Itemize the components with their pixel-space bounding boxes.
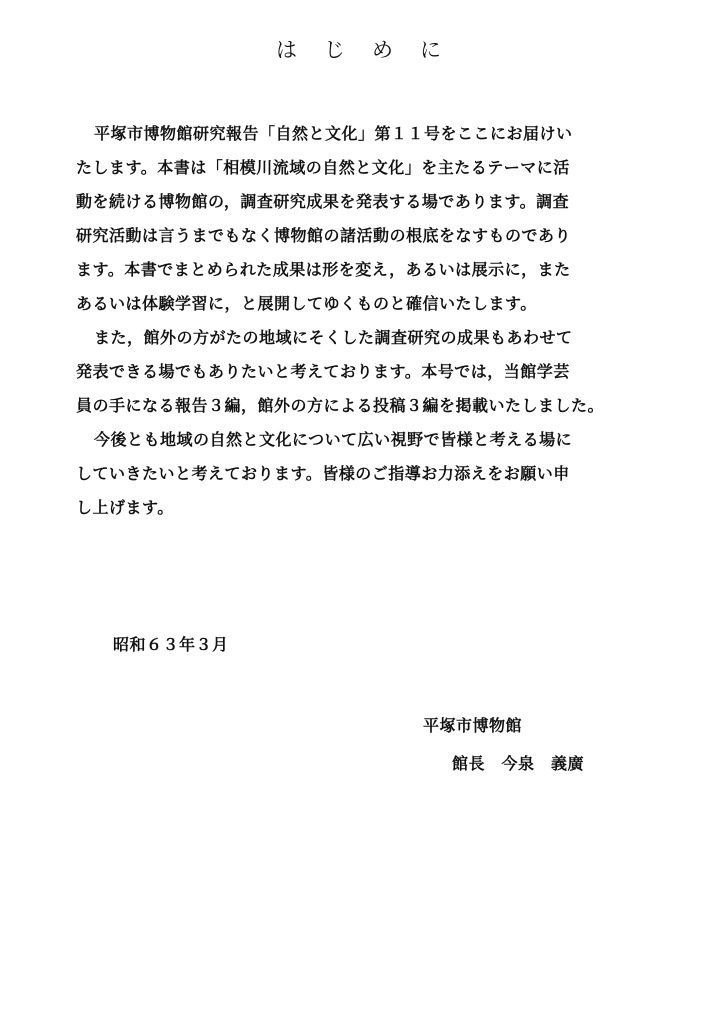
paragraph-2-line-3: 員の手になる報告３編，館外の方による投稿３編を掲載いたしました。 (76, 396, 605, 415)
paragraph-1-line-1: 平塚市博物館研究報告「自然と文化」第１１号をここにお届けい (94, 124, 573, 143)
page-title: は じ め に (276, 38, 444, 62)
signature-organization: 平塚市博物館 (423, 716, 523, 735)
paragraph-2-line-2: 発表できる場でもありたいと考えております。本号では，当館学芸 (76, 362, 570, 381)
paragraph-1-line-2: たします。本書は「相模川流域の自然と文化」を主たるテーマに活 (76, 158, 570, 177)
paragraph-1-line-6: あるいは体験学習に，と展開してゆくものと確信いたします。 (76, 294, 537, 313)
paragraph-1-line-3: 動を続ける博物館の，調査研究成果を発表する場であります。調査 (76, 192, 570, 211)
date-line: 昭和６３年３月 (113, 635, 229, 654)
body-text (76, 117, 676, 525)
signature-director: 館長 今泉 義廣 (452, 754, 585, 773)
paragraph-3-line-2: していきたいと考えております。皆様のご指導お力添えをお願い申 (76, 464, 570, 483)
paragraph-2-line-1: また，館外の方がたの地域にそくした調査研究の成果もあわせて (94, 328, 573, 347)
paragraph-1-line-5: ます。本書でまとめられた成果は形を変え，あるいは展示に，また (76, 260, 571, 279)
paragraph-1-line-4: 研究活動は言うまでもなく博物館の諸活動の根底をなすものであり (76, 226, 572, 245)
paragraph-3-line-1: 今後とも地域の自然と文化について広い視野で皆様と考える場に (94, 430, 573, 449)
paragraph-3-line-3: し上げます。 (76, 498, 174, 517)
